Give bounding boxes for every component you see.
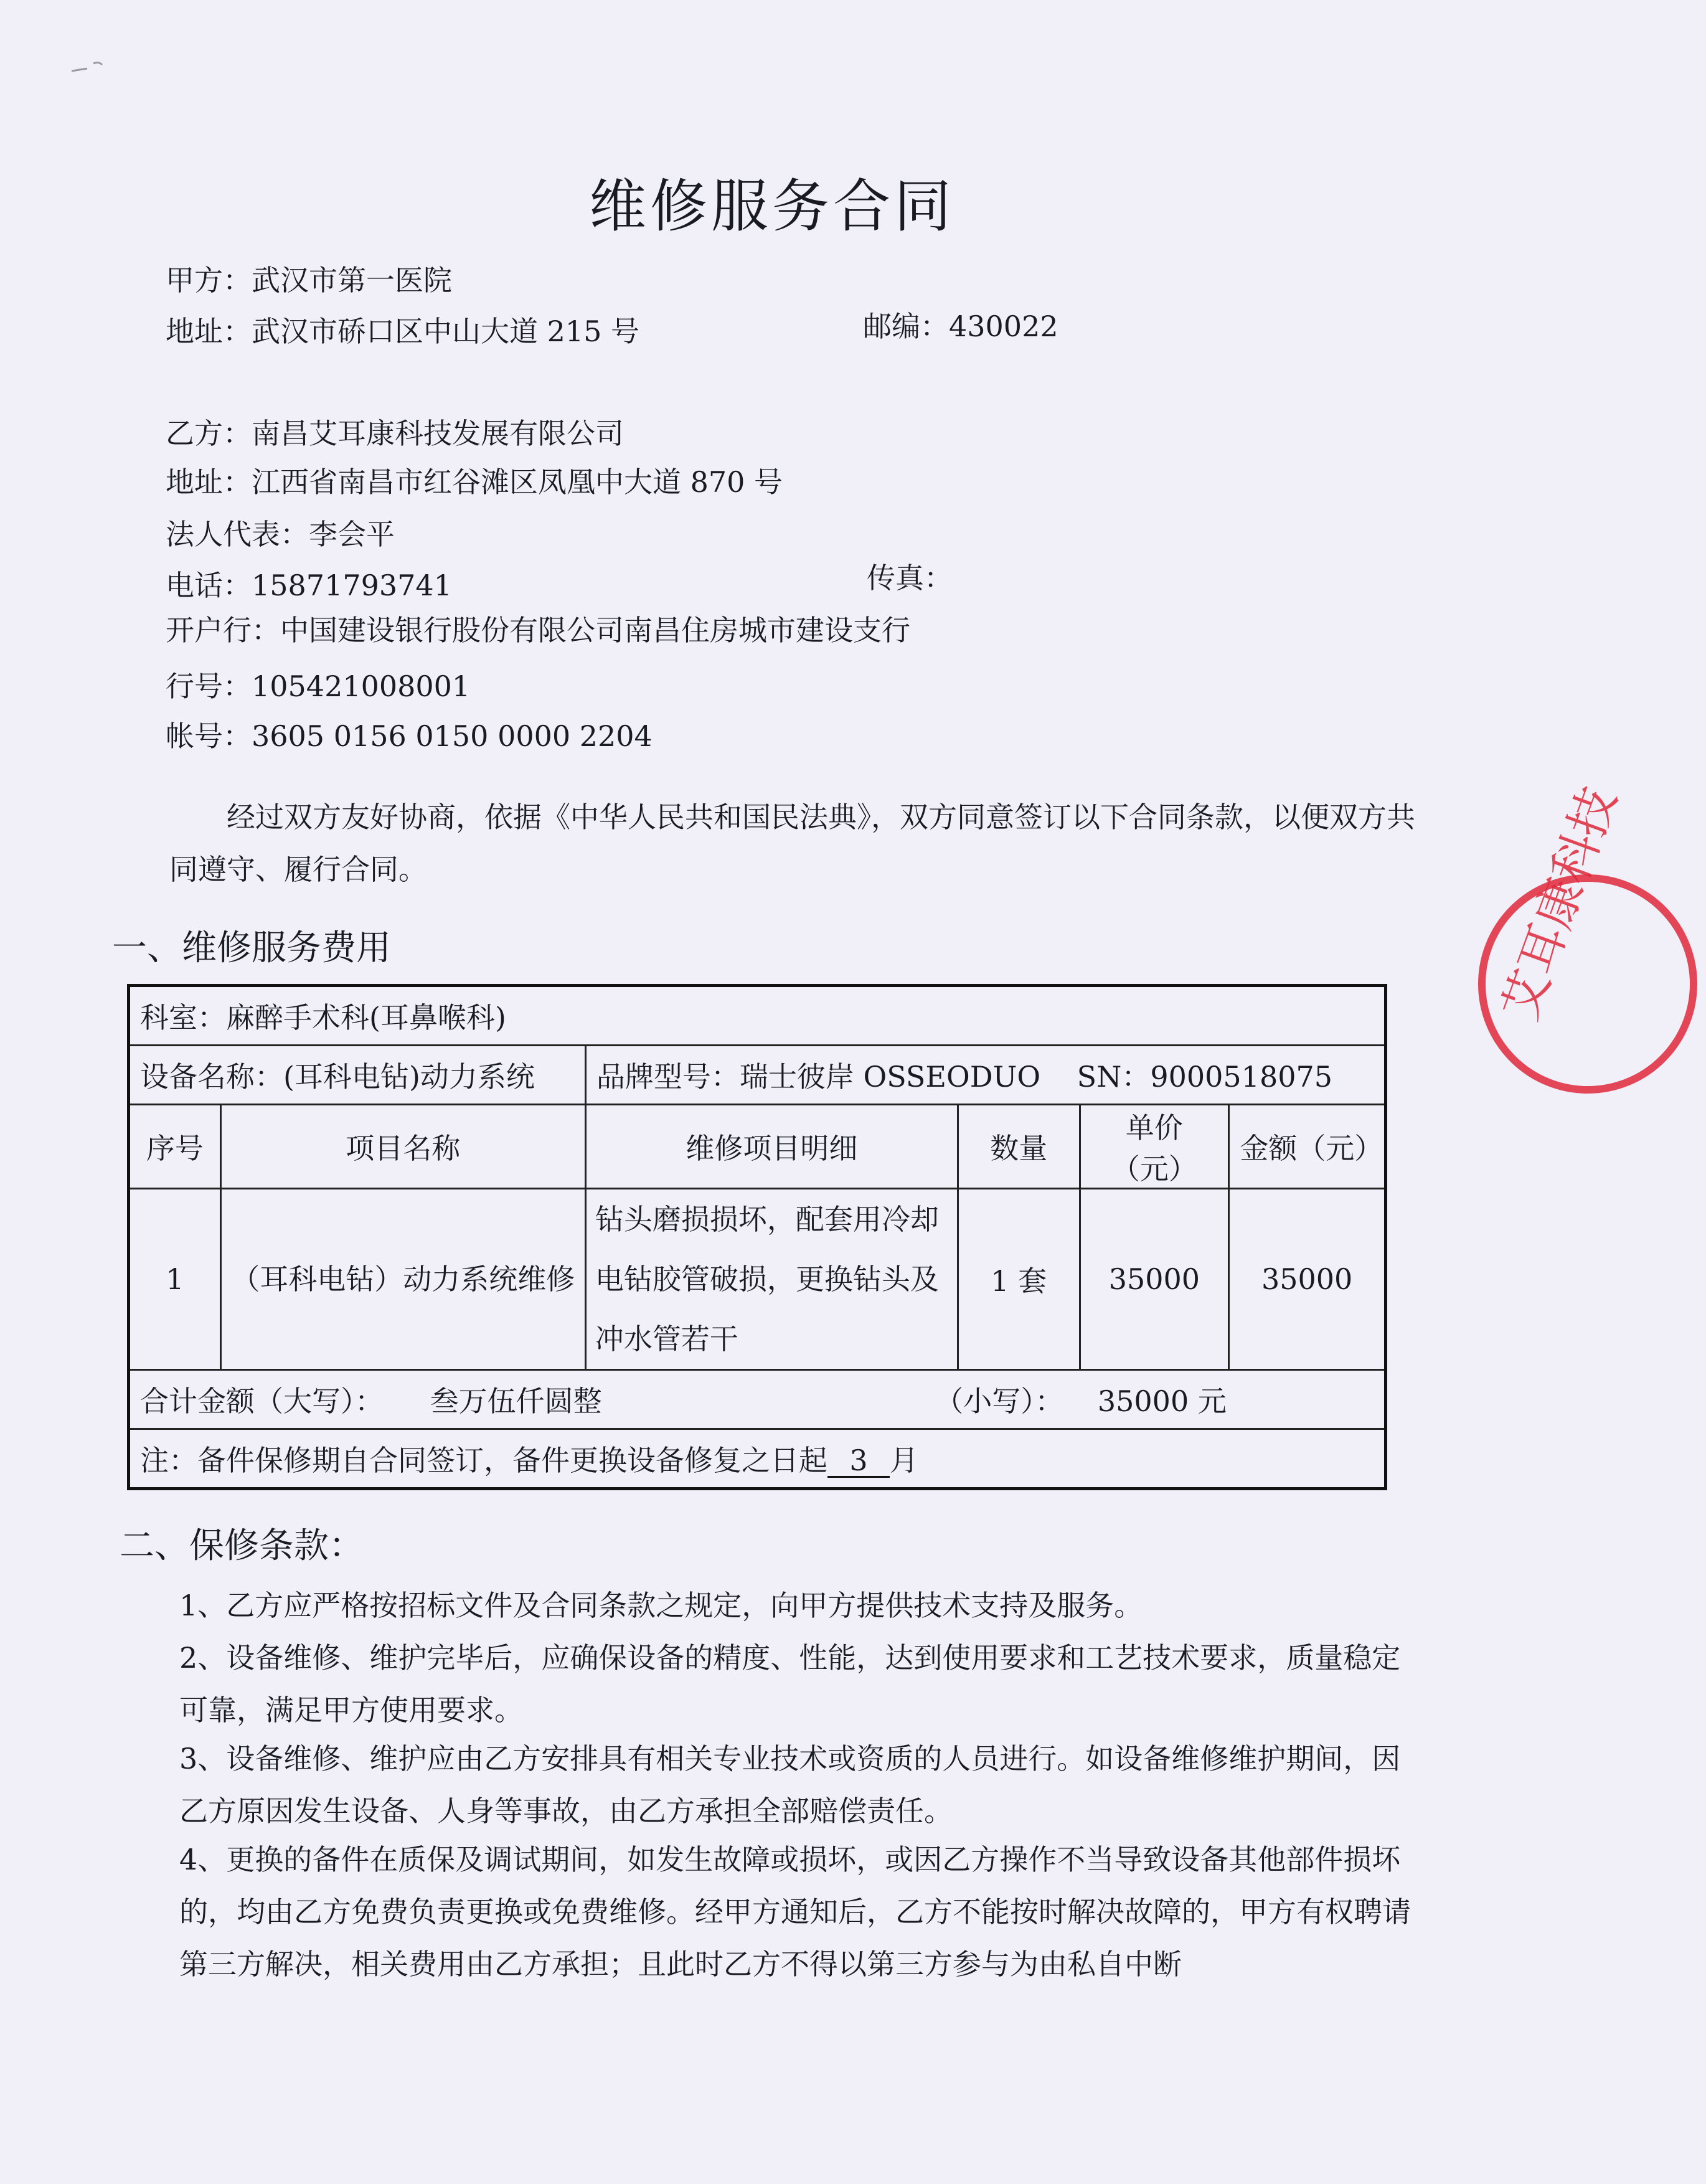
scan-mark — [68, 57, 118, 76]
total-upper: 叁万伍仟圆整 — [430, 1384, 602, 1418]
row-item-name: （耳科电钻）动力系统维修 — [220, 1189, 585, 1370]
party-b-bank-number: 行号：105421008001 — [166, 669, 471, 703]
row-number: 1 — [129, 1189, 221, 1370]
total-row — [129, 1370, 1386, 1429]
svg-text:艾耳康科技: 艾耳康科技 — [1492, 780, 1628, 1028]
clause-3: 3、设备维修、维护应由乙方安排具有相关专业技术或资质的人员进行。如设备维修维护期间，因乙方原因发生设备、人身等事故，由乙方承担全部赔偿责任。 — [179, 1742, 1401, 1828]
department-cell: 科室：麻醉手术科(耳鼻喉科) — [129, 986, 1386, 1046]
party-b-bank: 开户行：中国建设银行股份有限公司南昌住房城市建设支行 — [166, 613, 910, 647]
note-row — [129, 1429, 1386, 1489]
intro-paragraph: 经过双方友好协商，依据《中华人民共和国民法典》，双方同意签订以下合同条款，以便双方共同遵守、履行合同。 — [169, 800, 1415, 886]
brand-model: 品牌型号：瑞士彼岸 OSSEODUO — [596, 1060, 1041, 1094]
note-suffix: 月 — [890, 1444, 918, 1477]
serial-number: SN：9000518075 — [1077, 1060, 1333, 1094]
clause-4: 4、更换的备件在质保及调试期间，如发生故障或损坏，或因乙方操作不当导致设备其他部件损坏的，均由乙方免费负责更换或免费维修。经甲方通知后，乙方不能按时解决故障的，甲方有权聘请第三方解决，相关费用由乙方承担；且此时乙方不得以第三方参与为由私自中断 — [179, 1843, 1411, 1981]
column-header: 项目名称 — [220, 1105, 585, 1189]
column-header: 金额（元） — [1229, 1105, 1386, 1189]
equipment-name-cell: 设备名称：(耳科电钻)动力系统 — [129, 1046, 586, 1105]
row-quantity: 1 套 — [958, 1189, 1080, 1370]
party-b-address: 地址：江西省南昌市红谷滩区凤凰中大道 870 号 — [166, 465, 783, 499]
party-b-account: 帐号：3605 0156 0150 0000 2204 — [166, 719, 653, 753]
clause-2: 2、设备维修、维护完毕后，应确保设备的精度、性能，达到使用要求和工艺技术要求，质量稳定可靠，满足甲方使用要求。 — [179, 1641, 1401, 1727]
column-header: 数量 — [958, 1105, 1080, 1189]
party-b-representative: 法人代表：李会平 — [166, 518, 395, 551]
column-header: 单价（元） — [1080, 1105, 1229, 1189]
party-b-name: 乙方：南昌艾耳康科技发展有限公司 — [166, 417, 624, 450]
party-a-address: 地址：武汉市硚口区中山大道 215 号 — [166, 314, 640, 348]
department-row — [129, 986, 1386, 1046]
document-title: 维修服务合同 — [588, 173, 955, 240]
section-2-heading: 二、保修条款： — [120, 1526, 364, 1566]
party-b-phone: 电话：15871793741 — [166, 569, 452, 602]
column-header: 维修项目明细 — [585, 1105, 958, 1189]
total-lower: 35000 元 — [1097, 1384, 1227, 1418]
party-b-fax: 传真： — [867, 561, 953, 595]
table-header-row — [129, 1105, 1386, 1189]
row-amount: 35000 — [1229, 1189, 1386, 1370]
total-lower-label: （小写）： — [935, 1384, 1064, 1418]
clause-1: 1、乙方应严格按招标文件及合同条款之规定，向甲方提供技术支持及服务。 — [179, 1589, 1143, 1622]
note-cell — [129, 1429, 1386, 1489]
equipment-row — [129, 1046, 1386, 1105]
row-repair-detail: 钻头磨损损坏，配套用冷却电钻胶管破损，更换钻头及冲水管若干 — [585, 1189, 958, 1370]
company-seal — [1469, 780, 1706, 1102]
note-text: 注：备件保修期自合同签订，备件更换设备修复之日起 — [140, 1444, 827, 1477]
party-a-postcode: 邮编：430022 — [863, 310, 1058, 343]
brand-model-cell — [585, 1046, 1385, 1105]
column-header: 序号 — [129, 1105, 221, 1189]
row-unit-price: 35000 — [1080, 1189, 1229, 1370]
fee-table — [127, 984, 1387, 1490]
section-1-heading: 一、维修服务费用 — [112, 928, 391, 968]
warranty-months: 3 — [827, 1445, 890, 1478]
total-cell — [129, 1370, 1386, 1429]
party-a-name: 甲方：武汉市第一医院 — [166, 263, 452, 297]
table-row — [129, 1189, 1386, 1370]
total-upper-label: 合计金额（大写）： — [140, 1384, 384, 1418]
